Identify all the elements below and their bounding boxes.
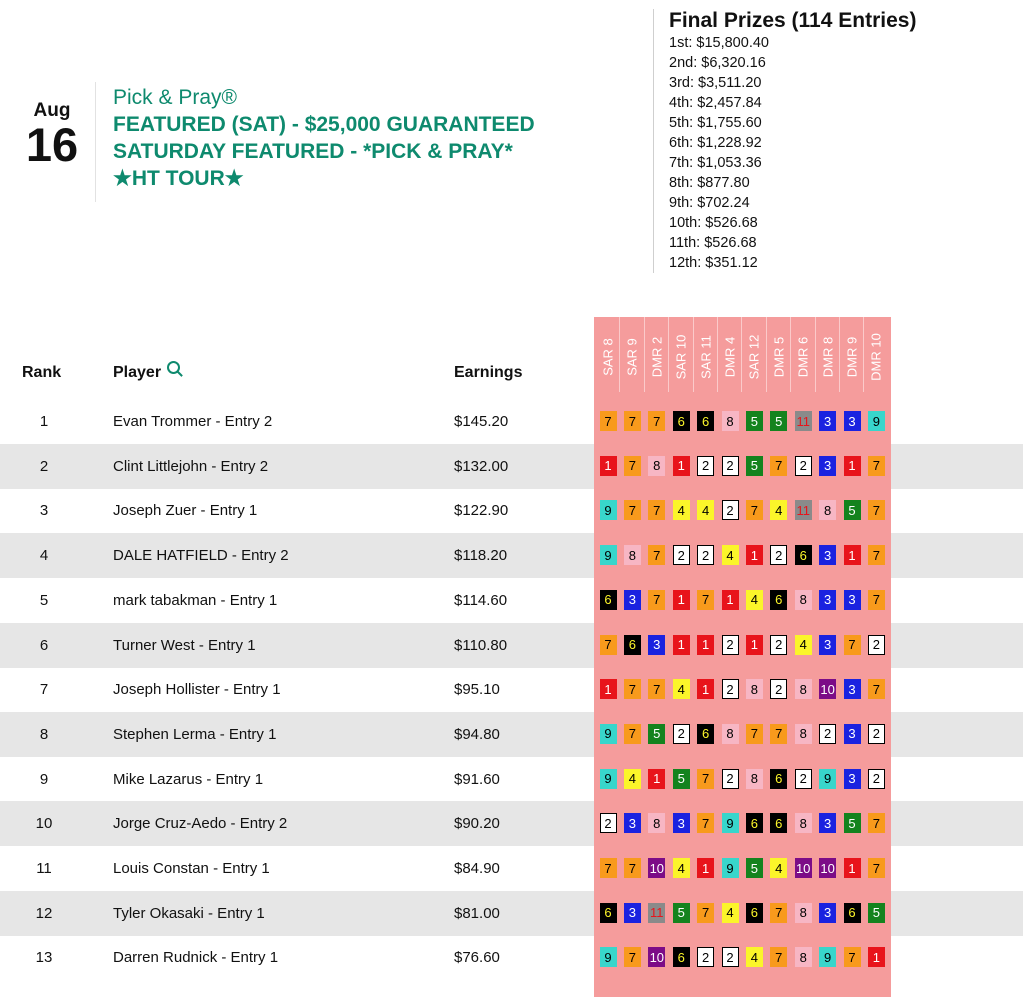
pick-badge: 8 bbox=[795, 590, 812, 610]
prize-item: 1st: $15,800.40 bbox=[669, 35, 769, 51]
table-row[interactable] bbox=[0, 444, 1023, 489]
pick-badge: 3 bbox=[844, 590, 861, 610]
row-earnings: $95.10 bbox=[454, 681, 500, 699]
pick-badge: 2 bbox=[868, 769, 885, 789]
pick-badge: 4 bbox=[697, 500, 714, 520]
row-rank: 8 bbox=[39, 725, 49, 743]
pick-badge: 6 bbox=[624, 635, 641, 655]
pick-badge: 7 bbox=[697, 903, 714, 923]
contest-title-line-2: SATURDAY FEATURED - *PICK & PRAY* bbox=[113, 140, 513, 163]
race-column-header bbox=[648, 322, 666, 392]
pick-badge: 3 bbox=[819, 456, 836, 476]
row-earnings: $81.00 bbox=[454, 904, 500, 922]
race-column-divider bbox=[717, 317, 718, 392]
table-row[interactable] bbox=[0, 935, 1023, 980]
pick-badge: 6 bbox=[844, 903, 861, 923]
pick-badge: 3 bbox=[624, 903, 641, 923]
pick-badge: 7 bbox=[624, 411, 641, 431]
pick-badge: 8 bbox=[819, 500, 836, 520]
pick-badge: 8 bbox=[795, 813, 812, 833]
contest-title-line-3: ★HT TOUR★ bbox=[113, 167, 244, 190]
header-divider bbox=[95, 82, 96, 202]
pick-badge: 1 bbox=[746, 545, 763, 565]
pick-badge: 1 bbox=[600, 456, 617, 476]
race-column-header bbox=[745, 322, 763, 392]
row-earnings: $84.90 bbox=[454, 860, 500, 877]
pick-badge: 6 bbox=[770, 813, 787, 833]
pick-badge: 7 bbox=[844, 635, 861, 655]
pick-badge: 1 bbox=[600, 679, 617, 699]
prize-item: 5th: $1,755.60 bbox=[669, 115, 762, 131]
race-column-label: SAR 9 bbox=[624, 338, 640, 376]
pick-badge: 7 bbox=[746, 724, 763, 744]
race-column-header bbox=[697, 322, 715, 392]
pick-badge: 1 bbox=[673, 456, 690, 476]
race-column-divider bbox=[693, 317, 694, 392]
contest-brand: Pick & Pray® bbox=[113, 86, 238, 109]
pick-badge: 7 bbox=[868, 456, 885, 476]
race-column-header bbox=[867, 322, 885, 392]
pick-badge: 5 bbox=[844, 813, 861, 833]
pick-badge: 4 bbox=[722, 545, 739, 565]
race-column-label: DMR 10 bbox=[868, 333, 884, 381]
pick-badge: 2 bbox=[673, 545, 690, 565]
race-column-label: DMR 4 bbox=[722, 336, 738, 378]
pick-badge: 7 bbox=[648, 679, 665, 699]
prize-item: 10th: $526.68 bbox=[669, 215, 758, 231]
race-column-divider bbox=[815, 317, 816, 392]
pick-badge: 5 bbox=[673, 903, 690, 923]
pick-badge: 2 bbox=[722, 769, 739, 789]
earnings-column-header[interactable]: Earnings bbox=[454, 364, 523, 381]
pick-badge: 7 bbox=[844, 947, 861, 967]
pick-badge: 8 bbox=[795, 679, 812, 699]
pick-badge: 3 bbox=[648, 635, 665, 655]
row-earnings: $145.20 bbox=[454, 413, 509, 430]
prize-item: 2nd: $6,320.16 bbox=[669, 55, 766, 71]
pick-badge: 2 bbox=[868, 635, 885, 655]
date-month: Aug bbox=[33, 100, 71, 121]
pick-badge: 7 bbox=[600, 635, 617, 655]
pick-badge: 8 bbox=[795, 903, 812, 923]
race-column-label: SAR 11 bbox=[698, 335, 714, 379]
pick-badge: 9 bbox=[722, 858, 739, 878]
pick-badge: 9 bbox=[819, 947, 836, 967]
pick-badge: 5 bbox=[648, 724, 665, 744]
pick-badge: 5 bbox=[746, 858, 763, 878]
race-column-header bbox=[623, 322, 641, 392]
table-row[interactable] bbox=[0, 533, 1023, 578]
pick-badge: 7 bbox=[624, 500, 641, 520]
table-row[interactable] bbox=[0, 712, 1023, 757]
row-rank: 5 bbox=[39, 591, 49, 609]
prize-item: 9th: $702.24 bbox=[669, 195, 750, 211]
prize-item: 11th: $526.68 bbox=[669, 235, 757, 251]
pick-badge: 2 bbox=[722, 456, 739, 476]
table-row[interactable] bbox=[0, 623, 1023, 668]
pick-badge: 3 bbox=[819, 813, 836, 833]
pick-badge: 7 bbox=[624, 947, 641, 967]
row-earnings: $94.80 bbox=[454, 725, 500, 743]
pick-badge: 1 bbox=[673, 635, 690, 655]
pick-badge: 7 bbox=[746, 500, 763, 520]
pick-badge: 9 bbox=[600, 769, 617, 789]
row-player-name[interactable]: mark tabakman - Entry 1 bbox=[113, 591, 278, 609]
pick-badge: 9 bbox=[819, 769, 836, 789]
pick-badge: 7 bbox=[648, 500, 665, 520]
row-rank: 11 bbox=[36, 860, 52, 877]
pick-badge: 8 bbox=[746, 679, 763, 699]
race-column-label: DMR 5 bbox=[771, 336, 787, 378]
pick-badge: 7 bbox=[697, 769, 714, 789]
pick-badge: 6 bbox=[770, 590, 787, 610]
race-column-label: DMR 2 bbox=[649, 336, 665, 378]
pick-badge: 4 bbox=[746, 590, 763, 610]
row-rank: 9 bbox=[39, 770, 49, 788]
pick-badge: 2 bbox=[697, 947, 714, 967]
pick-badge: 8 bbox=[624, 545, 641, 565]
pick-badge: 6 bbox=[746, 903, 763, 923]
row-rank: 3 bbox=[39, 502, 49, 520]
race-column-divider bbox=[839, 317, 840, 392]
pick-badge: 4 bbox=[746, 947, 763, 967]
pick-badge: 7 bbox=[600, 858, 617, 878]
race-column-divider bbox=[863, 317, 864, 392]
table-row[interactable] bbox=[0, 891, 1023, 936]
pick-badge: 7 bbox=[624, 456, 641, 476]
pick-badge: 1 bbox=[746, 635, 763, 655]
pick-badge: 11 bbox=[648, 903, 665, 923]
pick-badge: 2 bbox=[819, 724, 836, 744]
row-rank: 4 bbox=[39, 547, 49, 565]
row-earnings: $110.80 bbox=[454, 636, 508, 654]
pick-badge: 2 bbox=[770, 635, 787, 655]
row-player-name[interactable]: Tyler Okasaki - Entry 1 bbox=[113, 904, 265, 922]
pick-badge: 9 bbox=[868, 411, 885, 431]
table-row[interactable] bbox=[0, 399, 1023, 444]
pick-badge: 2 bbox=[770, 545, 787, 565]
pick-badge: 1 bbox=[844, 545, 861, 565]
row-rank: 13 bbox=[35, 949, 53, 967]
pick-badge: 2 bbox=[600, 813, 617, 833]
race-column-label: DMR 9 bbox=[844, 336, 860, 378]
pick-badge: 2 bbox=[770, 679, 787, 699]
pick-badge: 8 bbox=[722, 411, 739, 431]
pick-badge: 5 bbox=[746, 456, 763, 476]
race-column-header bbox=[599, 322, 617, 392]
pick-badge: 8 bbox=[795, 724, 812, 744]
race-column-label: DMR 6 bbox=[795, 336, 811, 378]
pick-badge: 1 bbox=[844, 858, 861, 878]
pick-badge: 8 bbox=[722, 724, 739, 744]
race-column-header bbox=[794, 322, 812, 392]
pick-badge: 7 bbox=[868, 679, 885, 699]
contest-date bbox=[22, 100, 82, 171]
pick-badge: 7 bbox=[648, 590, 665, 610]
pick-badge: 10 bbox=[819, 679, 836, 699]
pick-badge: 5 bbox=[844, 500, 861, 520]
prize-item: 7th: $1,053.36 bbox=[669, 155, 762, 171]
pick-badge: 7 bbox=[624, 724, 641, 744]
pick-badge: 3 bbox=[624, 590, 641, 610]
contest-title-line-1: FEATURED (SAT) - $25,000 GUARANTEED bbox=[113, 113, 535, 136]
pick-badge: 4 bbox=[673, 500, 690, 520]
pick-badge: 1 bbox=[844, 456, 861, 476]
table-row[interactable] bbox=[0, 757, 1023, 802]
pick-badge: 3 bbox=[819, 545, 836, 565]
pick-badge: 5 bbox=[746, 411, 763, 431]
row-earnings: $132.00 bbox=[454, 457, 509, 475]
race-column-divider bbox=[644, 317, 645, 392]
race-column-header bbox=[770, 322, 788, 392]
pick-badge: 3 bbox=[844, 679, 861, 699]
table-row[interactable] bbox=[0, 488, 1023, 533]
race-column-label: DMR 8 bbox=[820, 336, 836, 378]
contest-title-block bbox=[113, 84, 535, 192]
pick-badge: 2 bbox=[722, 500, 739, 520]
pick-badge: 6 bbox=[673, 411, 690, 431]
row-earnings: $90.20 bbox=[454, 815, 500, 833]
pick-badge: 9 bbox=[600, 545, 617, 565]
row-player-name[interactable]: Louis Constan - Entry 1 bbox=[113, 860, 270, 877]
pick-badge: 7 bbox=[770, 903, 787, 923]
rank-column-header[interactable]: Rank bbox=[22, 364, 62, 381]
pick-badge: 4 bbox=[673, 858, 690, 878]
pick-badge: 1 bbox=[673, 590, 690, 610]
prize-item: 8th: $877.80 bbox=[669, 175, 750, 191]
race-column-header bbox=[672, 322, 690, 392]
pick-badge: 10 bbox=[795, 858, 812, 878]
table-row[interactable] bbox=[0, 667, 1023, 712]
pick-badge: 1 bbox=[697, 679, 714, 699]
pick-badge: 1 bbox=[648, 769, 665, 789]
pick-badge: 3 bbox=[819, 635, 836, 655]
prize-item: 4th: $2,457.84 bbox=[669, 95, 762, 111]
race-column-header bbox=[843, 322, 861, 392]
pick-badge: 7 bbox=[868, 590, 885, 610]
race-column-divider bbox=[741, 317, 742, 392]
player-column-header[interactable] bbox=[113, 364, 180, 382]
pick-badge: 3 bbox=[844, 411, 861, 431]
row-rank: 2 bbox=[39, 457, 49, 475]
pick-badge: 6 bbox=[600, 903, 617, 923]
pick-badge: 7 bbox=[770, 456, 787, 476]
pick-badge: 7 bbox=[648, 545, 665, 565]
pick-badge: 7 bbox=[624, 858, 641, 878]
pick-badge: 7 bbox=[868, 500, 885, 520]
pick-badge: 11 bbox=[795, 500, 812, 520]
date-day: 16 bbox=[25, 118, 79, 171]
pick-badge: 4 bbox=[673, 679, 690, 699]
row-player-name[interactable]: DALE HATFIELD - Entry 2 bbox=[113, 547, 289, 565]
race-column-divider bbox=[668, 317, 669, 392]
row-earnings: $114.60 bbox=[454, 591, 508, 609]
pick-badge: 6 bbox=[697, 724, 714, 744]
row-player-name[interactable]: Clint Littlejohn - Entry 2 bbox=[113, 457, 269, 475]
pick-badge: 2 bbox=[697, 456, 714, 476]
row-player-name[interactable]: Stephen Lerma - Entry 1 bbox=[113, 725, 277, 743]
pick-badge: 4 bbox=[722, 903, 739, 923]
pick-badge: 1 bbox=[697, 635, 714, 655]
pick-badge: 3 bbox=[844, 769, 861, 789]
race-column-label: SAR 10 bbox=[673, 334, 689, 380]
pick-badge: 3 bbox=[673, 813, 690, 833]
row-player-name[interactable]: Jorge Cruz-Aedo - Entry 2 bbox=[113, 815, 288, 833]
race-column-header bbox=[819, 322, 837, 392]
pick-badge: 6 bbox=[746, 813, 763, 833]
pick-badge: 4 bbox=[770, 500, 787, 520]
pick-badge: 3 bbox=[624, 813, 641, 833]
row-rank: 1 bbox=[39, 413, 49, 430]
pick-badge: 7 bbox=[868, 545, 885, 565]
race-column-header bbox=[721, 322, 739, 392]
race-column-divider bbox=[619, 317, 620, 392]
table-row[interactable] bbox=[0, 846, 1023, 891]
prize-item: 6th: $1,228.92 bbox=[669, 135, 762, 151]
pick-badge: 11 bbox=[795, 411, 812, 431]
table-row[interactable] bbox=[0, 801, 1023, 846]
pick-badge: 5 bbox=[770, 411, 787, 431]
pick-badge: 4 bbox=[624, 769, 641, 789]
pick-badge: 9 bbox=[722, 813, 739, 833]
pick-badge: 7 bbox=[697, 590, 714, 610]
race-column-label: SAR 8 bbox=[600, 338, 616, 376]
pick-badge: 7 bbox=[868, 858, 885, 878]
row-player-name[interactable]: Turner West - Entry 1 bbox=[113, 636, 256, 654]
row-player-name[interactable]: Darren Rudnick - Entry 1 bbox=[113, 949, 279, 967]
pick-badge: 6 bbox=[795, 545, 812, 565]
pick-badge: 7 bbox=[770, 724, 787, 744]
pick-badge: 4 bbox=[770, 858, 787, 878]
pick-badge: 8 bbox=[795, 947, 812, 967]
row-rank: 7 bbox=[39, 681, 49, 699]
pick-badge: 2 bbox=[868, 724, 885, 744]
row-player-name[interactable]: Joseph Hollister - Entry 1 bbox=[113, 681, 281, 699]
pick-badge: 2 bbox=[722, 635, 739, 655]
pick-badge: 2 bbox=[795, 456, 812, 476]
prize-item: 12th: $351.12 bbox=[669, 255, 758, 271]
pick-badge: 1 bbox=[722, 590, 739, 610]
row-rank: 10 bbox=[35, 815, 53, 833]
pick-badge: 8 bbox=[746, 769, 763, 789]
pick-badge: 6 bbox=[600, 590, 617, 610]
row-earnings: $76.60 bbox=[454, 949, 500, 967]
pick-badge: 2 bbox=[673, 724, 690, 744]
pick-badge: 9 bbox=[600, 724, 617, 744]
pick-badge: 10 bbox=[648, 858, 665, 878]
row-player-name[interactable]: Joseph Zuer - Entry 1 bbox=[113, 502, 258, 520]
pick-badge: 10 bbox=[648, 947, 665, 967]
pick-badge: 6 bbox=[770, 769, 787, 789]
pick-badge: 5 bbox=[673, 769, 690, 789]
pick-badge: 2 bbox=[722, 679, 739, 699]
pick-badge: 7 bbox=[868, 813, 885, 833]
pick-badge: 8 bbox=[648, 813, 665, 833]
pick-badge: 7 bbox=[648, 411, 665, 431]
pick-badge: 2 bbox=[722, 947, 739, 967]
race-column-label: SAR 12 bbox=[746, 334, 762, 380]
pick-badge: 4 bbox=[795, 635, 812, 655]
pick-badge: 7 bbox=[697, 813, 714, 833]
pick-badge: 3 bbox=[819, 590, 836, 610]
prize-item: 3rd: $3,511.20 bbox=[669, 75, 762, 91]
table-row[interactable] bbox=[0, 578, 1023, 623]
race-column-divider bbox=[766, 317, 767, 392]
pick-badge: 9 bbox=[600, 500, 617, 520]
pick-badge: 7 bbox=[624, 679, 641, 699]
race-column-divider bbox=[790, 317, 791, 392]
pick-badge: 3 bbox=[819, 903, 836, 923]
pick-badge: 2 bbox=[795, 769, 812, 789]
pick-badge: 7 bbox=[770, 947, 787, 967]
pick-badge: 10 bbox=[819, 858, 836, 878]
player-column-label: Player bbox=[113, 364, 162, 381]
row-player-name[interactable]: Mike Lazarus - Entry 1 bbox=[113, 770, 264, 788]
search-icon[interactable] bbox=[167, 361, 180, 374]
pick-badge: 6 bbox=[697, 411, 714, 431]
row-earnings: $91.60 bbox=[454, 770, 500, 788]
row-earnings: $122.90 bbox=[454, 502, 509, 520]
final-prizes-title: Final Prizes (114 Entries) bbox=[669, 9, 917, 32]
pick-badge: 1 bbox=[868, 947, 885, 967]
pick-badge: 2 bbox=[697, 545, 714, 565]
pick-badge: 6 bbox=[673, 947, 690, 967]
row-player-name[interactable]: Evan Trommer - Entry 2 bbox=[113, 413, 273, 430]
pick-badge: 1 bbox=[697, 858, 714, 878]
pick-badge: 9 bbox=[600, 947, 617, 967]
final-prizes-panel bbox=[653, 9, 916, 273]
pick-badge: 3 bbox=[819, 411, 836, 431]
prize-list bbox=[669, 33, 916, 273]
pick-badge: 5 bbox=[868, 903, 885, 923]
row-rank: 12 bbox=[35, 904, 53, 922]
row-earnings: $118.20 bbox=[454, 547, 508, 565]
pick-badge: 8 bbox=[648, 456, 665, 476]
pick-badge: 7 bbox=[600, 411, 617, 431]
pick-badge: 3 bbox=[844, 724, 861, 744]
row-rank: 6 bbox=[39, 636, 49, 654]
